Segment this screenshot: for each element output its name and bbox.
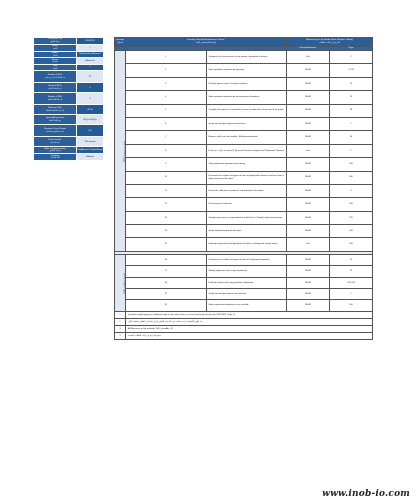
reference-example: 2A-2B [287, 254, 330, 265]
outcome-text: Determine the number and types of roots of polynomial functions, and use them in graph polynomial functions [206, 171, 287, 184]
outcome-text: Compare the characteristics of the graphs of quadratic functions [206, 51, 287, 64]
question-number: 8 [126, 144, 207, 157]
table-row [115, 104, 373, 117]
reference-example: 2A-2B [287, 198, 330, 211]
question-number: 20 [126, 300, 207, 311]
info-value: 15 [77, 71, 104, 83]
reference-example: Unit [287, 51, 330, 64]
table-row [115, 77, 373, 90]
reference-example: 2A-2B [287, 184, 330, 197]
question-number: 13 [126, 211, 207, 224]
reference-page: 2 [330, 144, 373, 157]
info-value: (8-10) [77, 105, 104, 115]
info-row [34, 137, 104, 147]
question-number: 16 [126, 254, 207, 265]
info-row [34, 45, 104, 52]
table-row [115, 131, 373, 144]
page-subheader: Page [330, 47, 373, 51]
question-number: 17 [126, 266, 207, 277]
footer-note-row [115, 325, 373, 332]
table-row [115, 144, 373, 157]
reference-page: 100 [330, 300, 373, 311]
table-row [115, 289, 373, 300]
table-row [115, 277, 373, 288]
info-value: Advanced [77, 58, 104, 65]
reference-example: 2A-2B [287, 77, 330, 90]
reference-example: 2A-2B [287, 289, 330, 300]
reference-example: 2A-2B [287, 158, 330, 171]
reference-example: 2A-2B [287, 171, 330, 184]
outcome-text: Find sums, differences, products, and quotients of functions [206, 184, 287, 197]
info-value: Mathematics Advanced [77, 52, 104, 58]
reference-page: 72 [330, 266, 373, 277]
outcome-text: Determine the number and types of roots of a polynomial equation [206, 254, 287, 265]
table-row [115, 254, 373, 265]
table-row [115, 238, 373, 251]
table-row [115, 225, 373, 238]
reference-page: 300 [330, 171, 373, 184]
info-label: Term الفصل [34, 65, 77, 71]
question-number: 11 [126, 184, 207, 197]
reference-page: 102-103 [330, 277, 373, 288]
info-value: 3 [77, 93, 104, 105]
outcome-text: Factor (x - a) (Is it a factor?) by using Theorem 'Integrals and Polynomial Theorem' [206, 144, 287, 157]
question-number: 5 [126, 104, 207, 117]
info-row [34, 93, 104, 105]
question-number: 12 [126, 198, 207, 211]
info-row [34, 147, 104, 154]
exam-specification-table [114, 37, 373, 340]
table-row [115, 64, 373, 77]
reference-page: 22 [330, 77, 373, 90]
footer-number: 3 [115, 325, 126, 332]
outcome-text: Solve exponential equations in one variable [206, 300, 287, 311]
exam-info-table [33, 37, 104, 161]
reference-example: 2A-2B [287, 117, 330, 130]
outcome-text: Find inverses of relations [206, 198, 287, 211]
outcome-text: Complete the square in a quadratic function to obtain the vertex form of the graph [206, 104, 287, 117]
outcome-header: Learning Outcome/Performance Criteria* نواتج التعلم/معايير الأداء [126, 38, 287, 47]
info-value: 100 [77, 125, 104, 137]
info-label: Marks per FRQ الدرجات للأسئلة المقالية [34, 105, 77, 115]
reference-example: 2A-2B [287, 266, 330, 277]
table-row [115, 300, 373, 311]
question-number: 7 [126, 131, 207, 144]
reference-page: 3 [330, 184, 373, 197]
reference-page: 2 [330, 51, 373, 64]
info-row [34, 38, 104, 45]
reference-page: 28 [330, 104, 373, 117]
info-label: Subject المادة [34, 52, 77, 58]
reference-example: 2A-2B [287, 104, 330, 117]
reference-page: 100 [330, 158, 373, 171]
reference-example: 2A-2B [287, 277, 330, 288]
question-number: 9 [126, 158, 207, 171]
reference-example: 2A-2B [287, 131, 330, 144]
info-value: 2020/2021 [77, 38, 104, 45]
footer-number: 4 [115, 332, 126, 339]
info-value: MCQs & FRQs [77, 115, 104, 125]
table-row [115, 158, 373, 171]
reference-page: 100 [330, 225, 373, 238]
info-value: SwiftAssess & Paper-Based [77, 147, 104, 154]
table-row [115, 184, 373, 197]
outcome-text: Solve polynomial equations by factoring [206, 158, 287, 171]
info-label: Maximum Overall Grade الدرجة القصوى الممكنة [34, 125, 77, 137]
outcome-text: Evaluate functions by using synthetic substitution [206, 277, 287, 288]
question-number: 18 [126, 277, 207, 288]
reference-page: 25 [330, 91, 373, 104]
reference-page: 30 [330, 131, 373, 144]
reference-page: 1 [330, 289, 373, 300]
info-label: Exam Duration مدة الامتحان [34, 137, 77, 147]
info-label: Calculator الآلة الحاسبة [34, 154, 77, 161]
reference-example: 2A-2B [287, 64, 330, 77]
reference-page: 100 [330, 198, 373, 211]
info-row [34, 105, 104, 115]
info-label: Type of All Questions نوع كافة الأسئلة [34, 115, 77, 125]
outcome-text: Solve quadratic equations by graphing [206, 64, 287, 77]
reference-page: 17-18 [330, 64, 373, 77]
info-row [34, 83, 104, 93]
reference-page: 70 [330, 254, 373, 265]
info-label: Number of MCQ عدد أسئلة الاختيار من متعدد [34, 71, 77, 83]
info-label: Mode of Implementation طريقة التطبيق [34, 147, 77, 154]
footer-note: All Reference in the textbook: 2020_mat-Adv_G7 [126, 325, 373, 332]
site-logo: www.inob-io.com [322, 489, 410, 499]
table-row [115, 198, 373, 211]
question-number: 2 [126, 64, 207, 77]
outcome-text: Evaluate exponential and logarithmic functions, including the natural base e [206, 238, 287, 251]
outcome-text: Find the square roots of complex numbers [206, 77, 287, 90]
reference-example: Unit [287, 144, 330, 157]
info-value: 150 minutes [77, 137, 104, 147]
question-number: 6 [126, 117, 207, 130]
table-row [115, 266, 373, 277]
outcome-text: Identify polynomials by using long division [206, 266, 287, 277]
footer-note-row [115, 318, 373, 325]
outcome-text: Graph and analyze square root functions [206, 289, 287, 300]
reference-example: 2A-2B [287, 211, 330, 224]
info-label: Stream المسار [34, 58, 77, 65]
question-number: 4 [126, 91, 207, 104]
info-row [34, 71, 104, 83]
footer-note-row [115, 332, 373, 339]
reference-page: 100 [330, 238, 373, 251]
info-value: 4 [77, 83, 104, 93]
question-number: 1 [126, 51, 207, 64]
footer-note-row [115, 311, 373, 318]
outcome-text: Mention: add, find, and simplify / Multiply polynomials [206, 131, 287, 144]
outcome-text: Solve quadratic equations by factoring special products [206, 91, 287, 104]
reference-example: 2A-2B [287, 225, 330, 238]
info-label: Number of FRQ عدد الأسئلة المقالية [34, 93, 77, 105]
outcome-text: Graph exponential growth functions [206, 225, 287, 238]
info-label: Grade الصف [34, 45, 77, 52]
table-row [115, 117, 373, 130]
question-header: Question السؤال [115, 38, 126, 47]
section-label: MCQ / اختيار من متعدد [115, 51, 126, 252]
outcome-text: Graph and analyze polynomial functions [206, 117, 287, 130]
example-subheader: Example/Exercise [287, 47, 330, 51]
reference-example: 2A-2B [287, 300, 330, 311]
table-row [115, 171, 373, 184]
footer-note: قد تظهر الأسئلة بترتيب مختلف في الامتحان الفعلي أو في الامتحان الفعلي للفصل الأول [126, 318, 373, 325]
reference-page: 1 [330, 117, 373, 130]
question-number: 19 [126, 289, 207, 300]
info-row [34, 125, 104, 137]
reference-example: Unit [287, 238, 330, 251]
reference-header: Reference(s) in the Student Book (English - Arabic) المرجع في كتاب الطالب [287, 38, 373, 47]
section-label: FRQ / الأسئلة المقالية [115, 254, 126, 311]
footer-number: 1 [115, 311, 126, 318]
info-value: 1 [77, 65, 104, 71]
question-number: 3 [126, 77, 207, 90]
table-row [115, 51, 373, 64]
footer-note: جميع المراجع في كتاب الطالب المعتمد [126, 332, 373, 339]
question-number: 10 [126, 171, 207, 184]
question-number: 14 [126, 225, 207, 238]
reference-example: 2A-2B [287, 91, 330, 104]
info-value: Allowed [77, 154, 104, 161]
question-number: 15 [126, 238, 207, 251]
footer-note: Questions might appear in a different order in the actual exam, or in the actual exam of the term 2020-2021 (Term 1) [126, 311, 373, 318]
info-row [34, 154, 104, 161]
info-value: 7 [77, 45, 104, 52]
outcome-text: Simplify expressions in exponential or radical form / Simplify radical expressions [206, 211, 287, 224]
footer-number: 2 [115, 318, 126, 325]
info-label: Marks of MCQ درجة أسئلة الاختيار [34, 83, 77, 93]
table-row [115, 211, 373, 224]
info-label: Curriculum Title عنوان المنهج [34, 38, 77, 45]
info-row [34, 115, 104, 125]
reference-page: 225 [330, 211, 373, 224]
info-row [34, 58, 104, 65]
table-row [115, 91, 373, 104]
